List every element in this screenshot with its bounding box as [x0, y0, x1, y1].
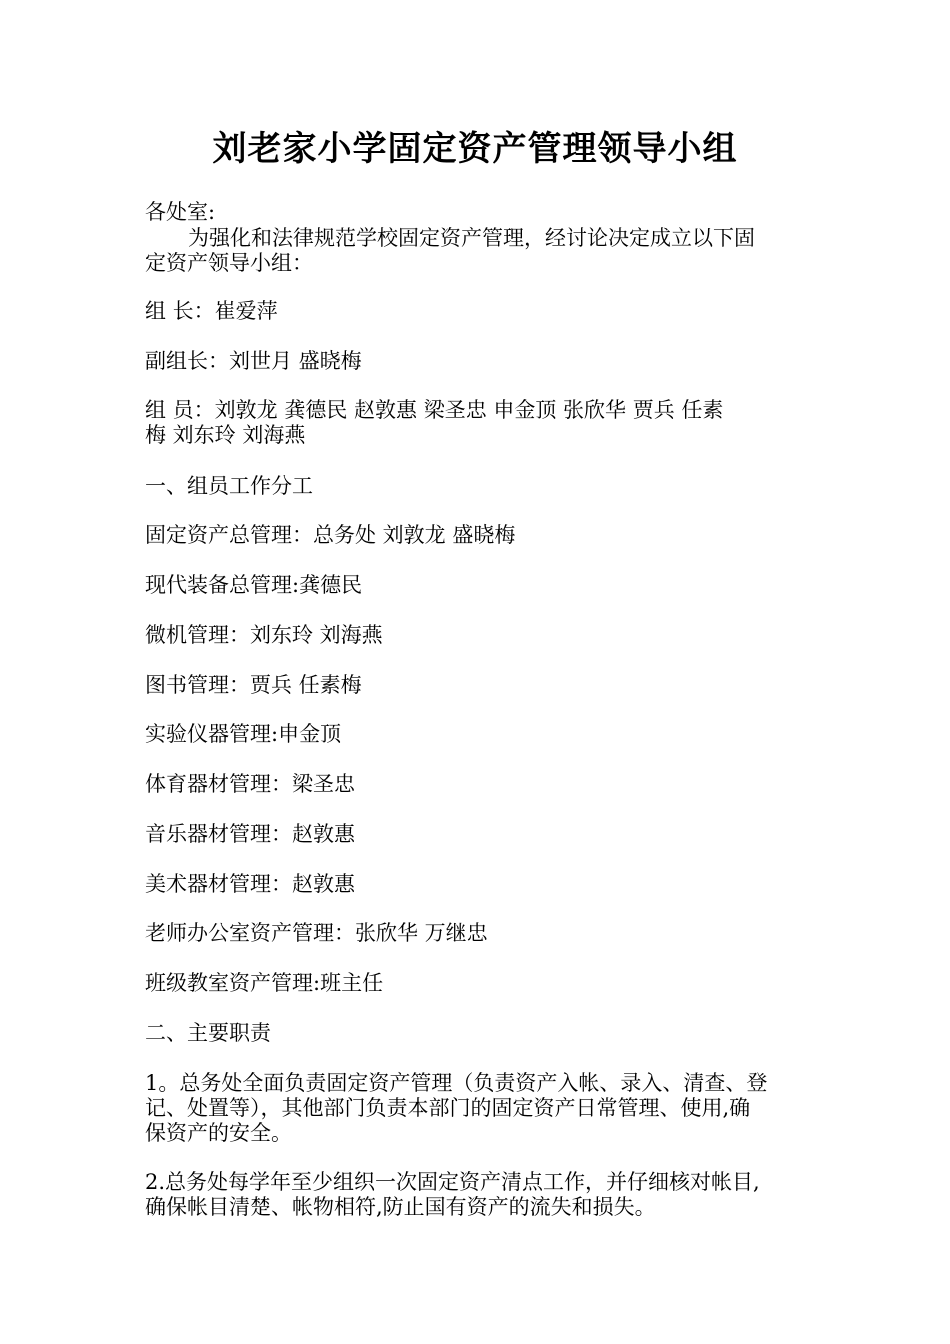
assignment-item: 班级教室资产管理:班主任 [145, 971, 384, 995]
duty-2-line-2: 确保帐目清楚、帐物相符,防止国有资产的流失和损失。 [145, 1195, 656, 1219]
assignment-item: 体育器材管理：梁圣忠 [145, 772, 355, 796]
duty-1-line-2: 记、处置等），其他部门负责本部门的固定资产日常管理、使用,确 [145, 1096, 751, 1120]
duty-2-line-1: 2.总务处每学年至少组织一次固定资产清点工作，并仔细核对帐目, [145, 1170, 760, 1194]
members-line-1: 组 员：刘敦龙 龚德民 赵敦惠 梁圣忠 申金顶 张欣华 贾兵 任素 [145, 398, 724, 422]
intro-line-2: 定资产领导小组： [145, 251, 313, 275]
intro-line-1: 为强化和法律规范学校固定资产管理，经讨论决定成立以下固 [188, 226, 755, 250]
assignment-item: 实验仪器管理:申金顶 [145, 722, 342, 746]
assignment-item: 现代装备总管理:龚德民 [145, 573, 363, 597]
assignment-item: 图书管理：贾兵 任素梅 [145, 673, 362, 697]
duty-1-line-3: 保资产的安全。 [145, 1121, 292, 1145]
document-title: 刘老家小学固定资产管理领导小组 [212, 129, 738, 169]
assignment-item: 美术器材管理：赵敦惠 [145, 872, 355, 896]
section-2-heading: 二、主要职责 [145, 1021, 271, 1045]
duty-1-line-1: 1。总务处全面负责固定资产管理（负责资产入帐、录入、清查、登 [145, 1071, 768, 1095]
members-line-2: 梅 刘东玲 刘海燕 [145, 423, 306, 447]
deputy-leaders-line: 副组长：刘世月 盛晓梅 [145, 349, 362, 373]
assignment-item: 老师办公室资产管理：张欣华 万继忠 [145, 921, 488, 945]
leader-line: 组 长：崔爱萍 [145, 299, 278, 323]
assignment-item: 微机管理：刘东玲 刘海燕 [145, 623, 383, 647]
section-1-heading: 一、组员工作分工 [145, 474, 313, 498]
salutation: 各处室: [145, 200, 216, 224]
assignment-item: 音乐器材管理：赵敦惠 [145, 822, 355, 846]
assignment-item: 固定资产总管理：总务处 刘敦龙 盛晓梅 [145, 523, 516, 547]
